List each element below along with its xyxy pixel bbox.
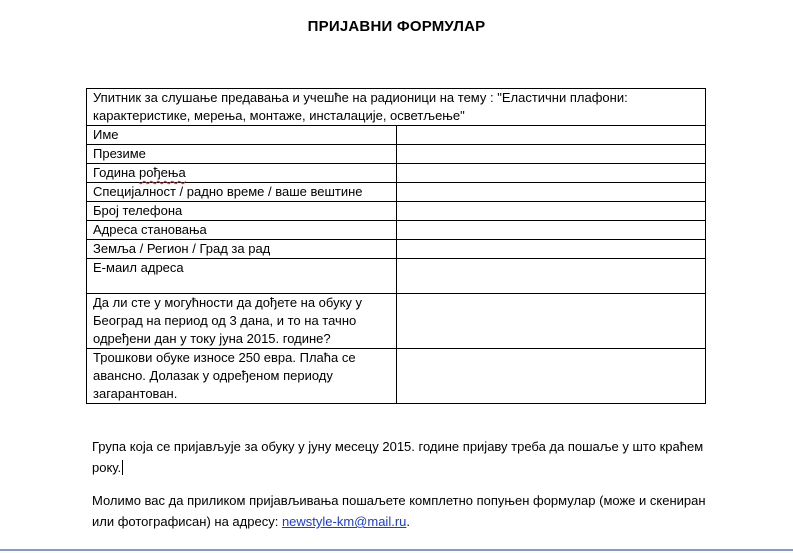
birth-year-label-prefix: Година (93, 165, 139, 180)
field-label-email: Е-маил адреса (87, 259, 397, 294)
table-row (87, 240, 706, 259)
table-row (87, 294, 706, 349)
submission-instructions-text: Молимо вас да приликом пријављивања пошаљете комплетно попуњен формулар (може и скениран или фотографисан) на адресу: (92, 493, 706, 529)
paragraph-end-punctuation: . (406, 514, 411, 529)
field-label-address: Адреса становања (87, 221, 397, 240)
table-row (87, 126, 706, 145)
page-bottom-divider (0, 549, 793, 551)
field-label-last-name: Презиме (87, 145, 397, 164)
field-value-email[interactable] (396, 259, 706, 294)
field-label-availability: Да ли сте у могућности да дођете на обуку у Београд на период од 3 дана, и то на тачно одређени дан у току јуна 2015. године? (87, 294, 397, 349)
field-label-cost: Трошкови обуке износе 250 евра. Плаћа се авансно. Долазак у одређеном периоду загарантован. (87, 349, 397, 404)
field-value-phone[interactable] (396, 202, 706, 221)
table-row (87, 145, 706, 164)
group-registration-text: Група која се пријављује за обуку у јуну месецу 2015. године пријаву треба да пошаље у што краћем року. (92, 439, 704, 475)
spellcheck-flagged-word: рођења (138, 165, 186, 180)
field-value-availability[interactable] (396, 294, 706, 349)
field-value-location[interactable] (396, 240, 706, 259)
contact-email-link[interactable]: newstyle-km@mail.ru (281, 514, 407, 529)
field-value-cost[interactable] (396, 349, 706, 404)
table-row (87, 221, 706, 240)
form-header-cell: Упитник за слушање предавања и учешће на радионици на тему : "Еластични плафони: карактеристике, мерења, монтаже, инсталације, осветљење" (87, 89, 706, 126)
table-row (87, 349, 706, 404)
field-value-last-name[interactable] (396, 145, 706, 164)
field-label-phone: Број телефона (87, 202, 397, 221)
form-title: ПРИЈАВНИ ФОРМУЛАР (307, 18, 486, 35)
field-label-first-name: Име (87, 126, 397, 145)
submission-instructions-paragraph (92, 490, 712, 532)
field-value-first-name[interactable] (396, 126, 706, 145)
table-row (87, 183, 706, 202)
text-cursor (122, 460, 123, 475)
field-value-birth-year[interactable] (396, 164, 706, 183)
field-value-specialty[interactable] (396, 183, 706, 202)
table-row (87, 164, 706, 183)
field-label-location: Земља / Регион / Град за рад (87, 240, 397, 259)
group-registration-paragraph (92, 436, 712, 478)
field-label-specialty: Специјалност / радно време / ваше вештине (87, 183, 397, 202)
field-value-address[interactable] (396, 221, 706, 240)
table-row (87, 259, 706, 294)
table-row (87, 202, 706, 221)
field-label-birth-year (87, 164, 397, 183)
application-form-table (86, 88, 706, 404)
